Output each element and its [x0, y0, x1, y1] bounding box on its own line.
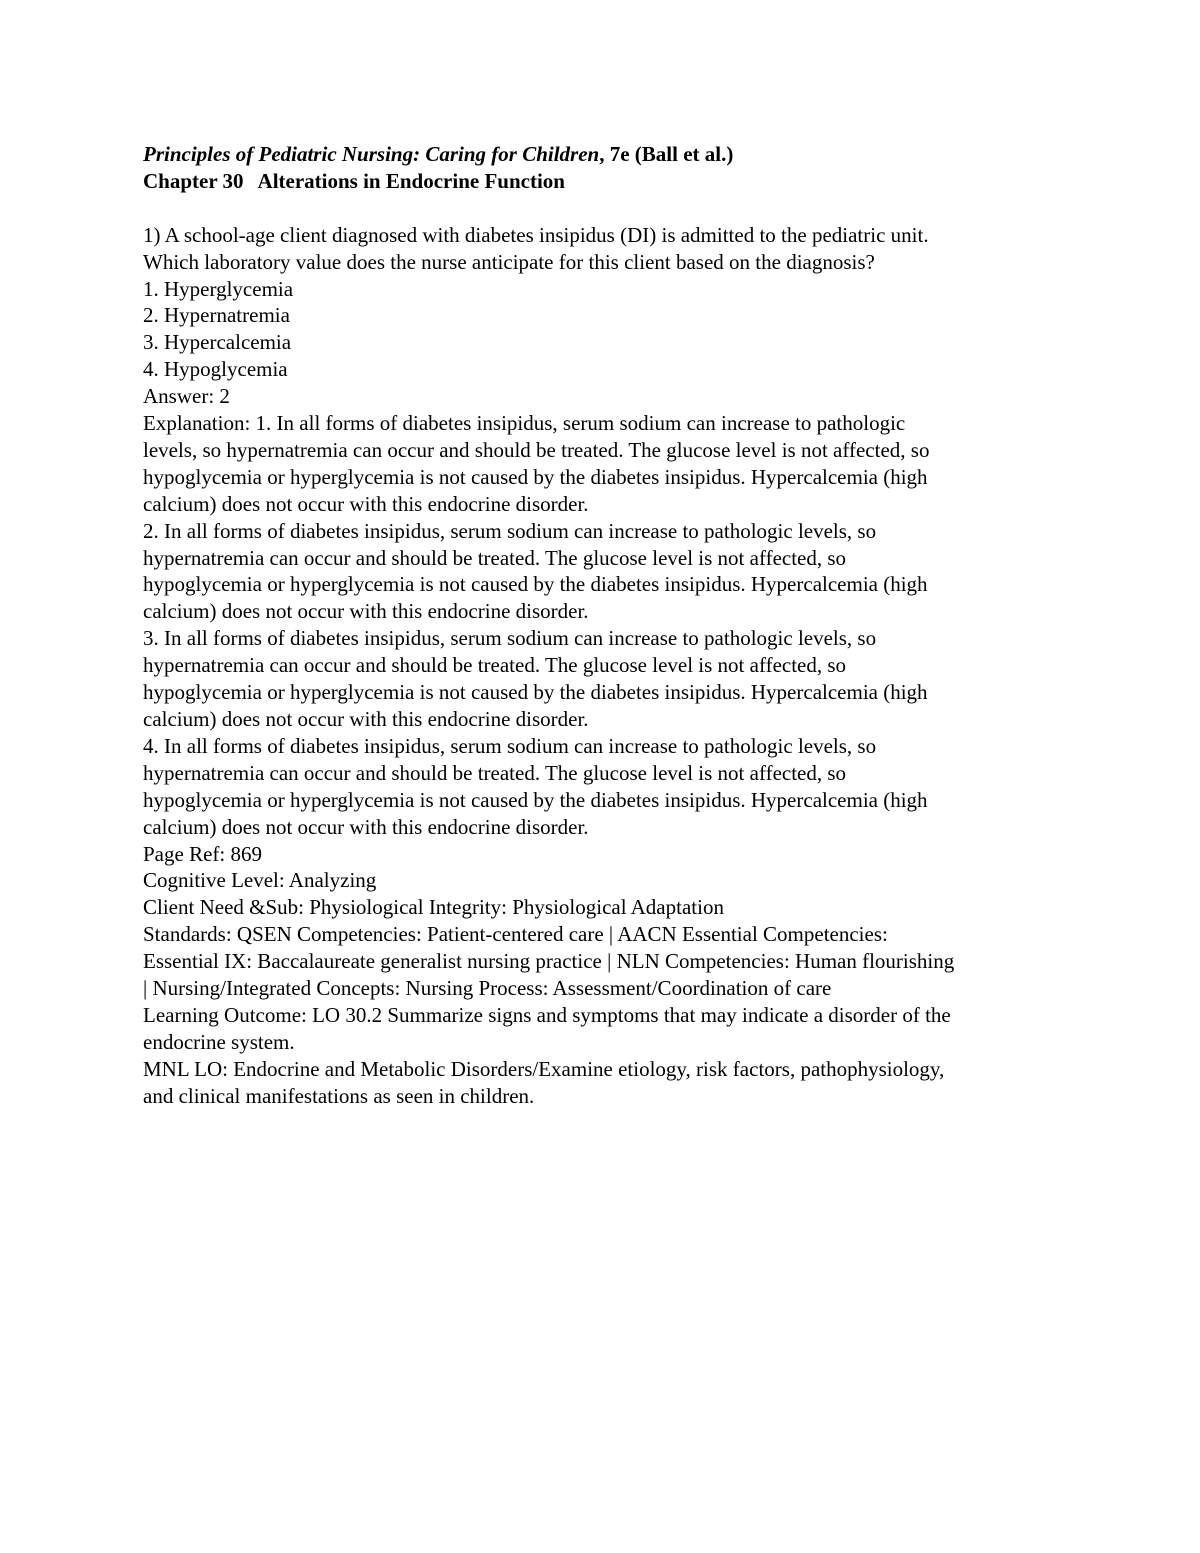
learning-outcome-line: endocrine system.	[143, 1029, 295, 1054]
explanation-line: 2. In all forms of diabetes insipidus, serum sodium can increase to pathologic levels, so	[143, 518, 877, 543]
mnl-lo-line: MNL LO: Endocrine and Metabolic Disorders/Examine etiology, risk factors, pathophysiology,	[143, 1056, 945, 1081]
standards-line: | Nursing/Integrated Concepts: Nursing Process: Assessment/Coordination of care	[143, 976, 832, 1001]
book-title: Principles of Pediatric Nursing: Caring for Children	[143, 142, 600, 166]
cognitive-level: Cognitive Level: Analyzing	[143, 868, 377, 893]
question-stem-line: 1) A school-age client diagnosed with diabetes insipidus (DI) is admitted to the pediatric unit.	[143, 222, 929, 247]
question-stem	[143, 222, 1063, 276]
explanation-line: hypoglycemia or hyperglycemia is not caused by the diabetes insipidus. Hypercalcemia (high	[143, 572, 928, 597]
explanation-line: calcium) does not occur with this endocrine disorder.	[143, 707, 589, 732]
answer-options	[143, 276, 1063, 384]
question-stem-line: Which laboratory value does the nurse anticipate for this client based on the diagnosis?	[143, 249, 875, 274]
explanation-line: hypoglycemia or hyperglycemia is not caused by the diabetes insipidus. Hypercalcemia (high	[143, 787, 928, 812]
explanation-line: levels, so hypernatremia can occur and should be treated. The glucose level is not affected, so	[143, 437, 930, 462]
blank-line	[143, 195, 1063, 222]
standards-line: Essential IX: Baccalaureate generalist nursing practice | NLN Competencies: Human flourishing	[143, 949, 955, 974]
explanation-line: calcium) does not occur with this endocrine disorder.	[143, 814, 589, 839]
explanation-line: hypoglycemia or hyperglycemia is not caused by the diabetes insipidus. Hypercalcemia (high	[143, 680, 928, 705]
question-metadata	[143, 841, 1063, 1110]
chapter-number: Chapter 30	[143, 168, 244, 193]
explanation-line: Explanation: 1. In all forms of diabetes insipidus, serum sodium can increase to pathologic	[143, 411, 906, 436]
standards-line: Standards: QSEN Competencies: Patient-centered care | AACN Essential Competencies:	[143, 922, 888, 947]
explanation-line: 3. In all forms of diabetes insipidus, serum sodium can increase to pathologic levels, so	[143, 626, 877, 651]
page-ref: Page Ref: 869	[143, 841, 262, 866]
chapter-title: Alterations in Endocrine Function	[257, 168, 565, 193]
book-title-line	[143, 141, 1063, 168]
answer-option: 1. Hyperglycemia	[143, 276, 294, 301]
correct-answer: Answer: 2	[143, 384, 230, 409]
answer-option: 2. Hypernatremia	[143, 303, 290, 328]
learning-outcome-line: Learning Outcome: LO 30.2 Summarize signs and symptoms that may indicate a disorder of the	[143, 1002, 951, 1027]
answer-option: 3. Hypercalcemia	[143, 330, 292, 355]
explanation-line: hypoglycemia or hyperglycemia is not caused by the diabetes insipidus. Hypercalcemia (high	[143, 464, 928, 489]
explanation-line: calcium) does not occur with this endocrine disorder.	[143, 491, 589, 516]
client-need: Client Need &Sub: Physiological Integrity: Physiological Adaptation	[143, 895, 724, 920]
explanation-line: calcium) does not occur with this endocrine disorder.	[143, 599, 589, 624]
book-edition: , 7e (Ball et al.)	[599, 142, 734, 166]
explanation-line: 4. In all forms of diabetes insipidus, serum sodium can increase to pathologic levels, so	[143, 733, 877, 758]
explanation-line: hypernatremia can occur and should be treated. The glucose level is not affected, so	[143, 760, 847, 785]
explanation-line: hypernatremia can occur and should be treated. The glucose level is not affected, so	[143, 545, 847, 570]
explanation-line: hypernatremia can occur and should be treated. The glucose level is not affected, so	[143, 653, 847, 678]
answer-option: 4. Hypoglycemia	[143, 357, 288, 382]
document-content	[143, 141, 1063, 1110]
explanation	[143, 410, 1063, 841]
chapter-heading	[143, 168, 1063, 195]
mnl-lo-line: and clinical manifestations as seen in children.	[143, 1083, 535, 1108]
